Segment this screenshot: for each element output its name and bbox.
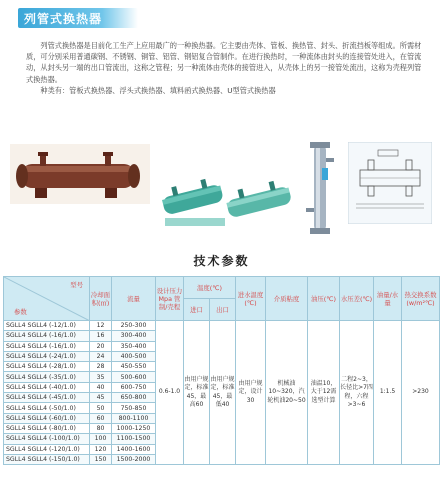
pressure-cell: 0.6-1.0 bbox=[156, 321, 184, 465]
water-temp-header: 进水温度(℃) bbox=[236, 277, 266, 321]
temp-out-cell: 由用户规定，标准45，最低40 bbox=[210, 321, 236, 465]
description-types: 种类有：管板式换热器、浮头式换热器、填料函式换热器、U型管式换热器 bbox=[40, 85, 276, 95]
area-cell: 12 bbox=[90, 321, 112, 331]
flow-cell: 500-600 bbox=[112, 372, 156, 382]
tech-params-title: 技术参数 bbox=[193, 254, 250, 268]
vertical-heat-exchanger-photo bbox=[300, 138, 340, 238]
area-cell: 16 bbox=[90, 331, 112, 341]
pressure-header: 设计压力Mpa 管制/壳程 bbox=[156, 277, 184, 321]
model-cell: SGLL4 SGLL4 (-16/1.0) bbox=[4, 331, 90, 341]
model-cell: SGLL4 SGLL4 (-150/1.0) bbox=[4, 454, 90, 464]
model-cell: SGLL4 SGLL4 (-16/1.0) bbox=[4, 341, 90, 351]
model-header: 型号 bbox=[70, 281, 83, 289]
flow-cell: 450-550 bbox=[112, 362, 156, 372]
description bbox=[26, 40, 428, 96]
model-cell: SGLL4 SGLL4 (-35/1.0) bbox=[4, 372, 90, 382]
flow-cell: 600-750 bbox=[112, 382, 156, 392]
flow-header: 流量 bbox=[112, 277, 156, 321]
flow-cell: 400-500 bbox=[112, 351, 156, 361]
water-pressure-cell: 油温10，大于12需选型计算 bbox=[308, 321, 340, 465]
flow-cell: 1500-2000 bbox=[112, 454, 156, 464]
model-cell: SGLL4 SGLL4 (-120/1.0) bbox=[4, 444, 90, 454]
section-title-bar bbox=[18, 8, 138, 28]
area-cell: 40 bbox=[90, 382, 112, 392]
model-cell: SGLL4 SGLL4 (-45/1.0) bbox=[4, 393, 90, 403]
table-row bbox=[4, 321, 440, 331]
water-temp-cell: 由用户规定，设计30 bbox=[236, 321, 266, 465]
area-cell: 100 bbox=[90, 434, 112, 444]
area-cell: 45 bbox=[90, 393, 112, 403]
coeff-header: 热交换系数(w/m²℃) bbox=[402, 277, 440, 321]
area-cell: 50 bbox=[90, 403, 112, 413]
model-cell: SGLL4 SGLL4 (-12/1.0) bbox=[4, 321, 90, 331]
model-param-header bbox=[4, 277, 90, 321]
oil-water-header: 油量/水量 bbox=[374, 277, 402, 321]
viscosity-cell: 机械油10~320，汽轮机油20~50 bbox=[266, 321, 308, 465]
oil-pressure-header: 油压(℃) bbox=[308, 277, 340, 321]
flow-cell: 800-1100 bbox=[112, 413, 156, 423]
flow-cell: 750-850 bbox=[112, 403, 156, 413]
viscosity-header: 介质粘度 bbox=[266, 277, 308, 321]
flow-cell: 650-800 bbox=[112, 393, 156, 403]
area-cell: 60 bbox=[90, 413, 112, 423]
temp-in-header: 进口 bbox=[184, 299, 210, 321]
oil-water-cell: 1:1.5 bbox=[374, 321, 402, 465]
model-cell: SGLL4 SGLL4 (-100/1.0) bbox=[4, 434, 90, 444]
area-cell: 28 bbox=[90, 362, 112, 372]
flow-cell: 350-400 bbox=[112, 341, 156, 351]
model-cell: SGLL4 SGLL4 (-60/1.0) bbox=[4, 413, 90, 423]
flow-cell: 300-400 bbox=[112, 331, 156, 341]
description-paragraph: 列管式换热器是目前化工生产上应用最广的一种换热器。它主要由壳体、管板、换热管、封头、折流挡板等组成。所需材质，可分别采用普通碳钢、不锈钢、铜管、铝管、钢铝复合管制作。在进行换热时，一种流体由封头的连接管处进入，在管流动，从封头另一端的出口管流出，这称之管程；另一种流体由壳体的接管进入，从壳体上的另一接管处流出，这称为壳程列管式换热器。 bbox=[26, 41, 422, 84]
area-cell: 80 bbox=[90, 423, 112, 433]
section-title: 列管式换热器 bbox=[24, 12, 103, 26]
area-cell: 24 bbox=[90, 351, 112, 361]
spec-table bbox=[3, 276, 440, 465]
temp-out-header: 出口 bbox=[210, 299, 236, 321]
water-diff-header: 水压差(℃) bbox=[340, 277, 374, 321]
area-cell: 35 bbox=[90, 372, 112, 382]
coeff-cell: >230 bbox=[402, 321, 440, 465]
heat-exchanger-drawing bbox=[348, 142, 432, 224]
shell-tube-heat-exchanger-photo bbox=[10, 144, 150, 204]
area-cell: 120 bbox=[90, 444, 112, 454]
model-cell: SGLL4 SGLL4 (-28/1.0) bbox=[4, 362, 90, 372]
flow-cell: 250-300 bbox=[112, 321, 156, 331]
product-photos bbox=[10, 132, 433, 240]
area-header: 冷却面积(㎡) bbox=[90, 277, 112, 321]
param-header: 参数 bbox=[14, 308, 27, 316]
model-cell: SGLL4 SGLL4 (-50/1.0) bbox=[4, 403, 90, 413]
model-cell: SGLL4 SGLL4 (-40/1.0) bbox=[4, 382, 90, 392]
temp-header: 温度(℃) bbox=[184, 277, 236, 299]
area-cell: 20 bbox=[90, 341, 112, 351]
flow-cell: 1400-1600 bbox=[112, 444, 156, 454]
model-cell: SGLL4 SGLL4 (-80/1.0) bbox=[4, 423, 90, 433]
water-flow-cell: 二程2~3，长径比>7四程，六程>3~6 bbox=[340, 321, 374, 465]
flow-cell: 1100-1500 bbox=[112, 434, 156, 444]
model-cell: SGLL4 SGLL4 (-24/1.0) bbox=[4, 351, 90, 361]
flow-cell: 1000-1250 bbox=[112, 423, 156, 433]
temp-in-cell: 由用户规定，标准45，最高60 bbox=[184, 321, 210, 465]
area-cell: 150 bbox=[90, 454, 112, 464]
green-heat-exchanger-photo bbox=[155, 160, 295, 234]
